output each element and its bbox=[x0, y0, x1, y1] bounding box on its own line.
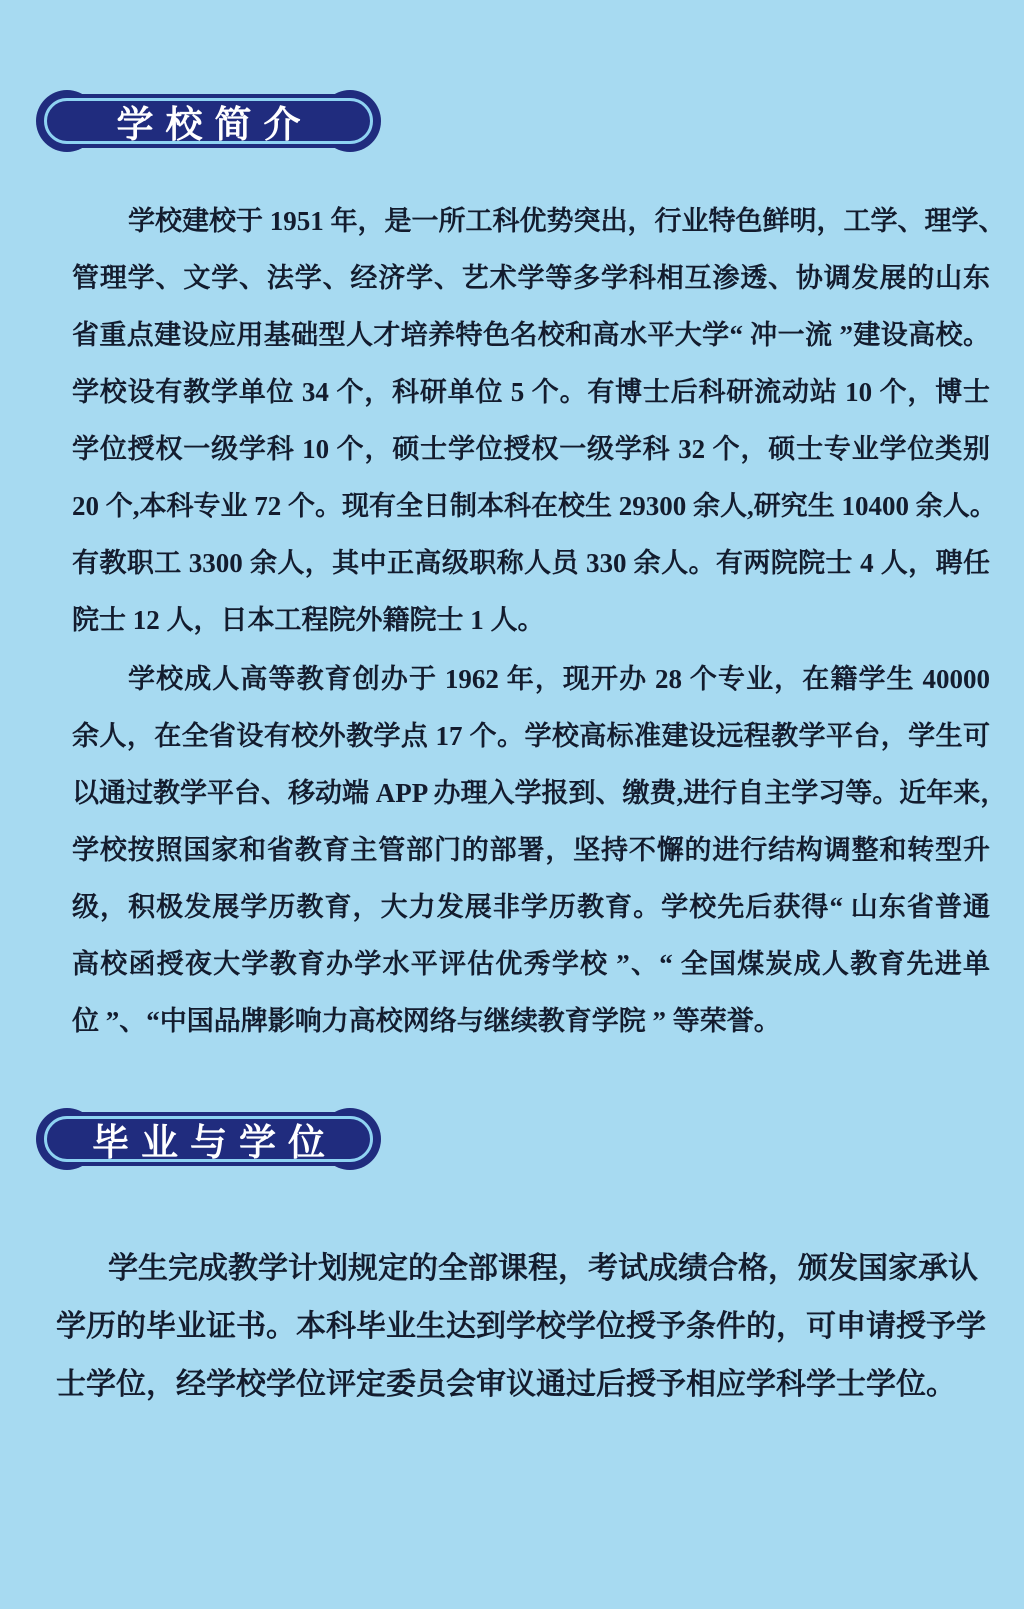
text-line: 级，积极发展学历教育，大力发展非学历教育。学校先后获得“ 山东省普通 bbox=[72, 892, 990, 922]
text-line: 学校成人高等教育创办于 1962 年，现开办 28 个专业，在籍学生 40000 bbox=[128, 664, 990, 694]
text-line: 管理学、文学、法学、经济学、艺术学等多学科相互渗透、协调发展的山东 bbox=[72, 263, 990, 293]
text-line: 学校按照国家和省教育主管部门的部署，坚持不懈的进行结构调整和转型升 bbox=[72, 835, 990, 865]
text-line: 高校函授夜大学教育办学水平评估优秀学校 ”、“ 全国煤炭成人教育先进单 bbox=[72, 949, 990, 979]
text-line: 位 ”、“中国品牌影响力高校网络与继续教育学院 ” 等荣誉。 bbox=[72, 1006, 781, 1036]
text-line: 士学位，经学校学位评定委员会审议通过后授予相应学科学士学位。 bbox=[56, 1368, 956, 1401]
text-line: 学校设有教学单位 34 个，科研单位 5 个。有博士后科研流动站 10 个，博士 bbox=[72, 377, 990, 407]
section-header-graduation-degree bbox=[36, 1108, 381, 1170]
section-header-school-intro bbox=[36, 90, 381, 152]
text-line: 有教职工 3300 余人，其中正高级职称人员 330 余人。有两院院士 4 人，聘任 bbox=[72, 548, 990, 578]
graduation-paragraph bbox=[56, 1240, 986, 1414]
text-line: 学生完成教学计划规定的全部课程，考试成绩合格，颁发国家承认 bbox=[108, 1252, 978, 1285]
text-line: 学校建校于 1951 年，是一所工科优势突出，行业特色鲜明，工学、理学、 bbox=[128, 206, 1006, 236]
text-line: 余人，在全省设有校外教学点 17 个。学校高标准建设远程教学平台，学生可 bbox=[72, 721, 990, 751]
text-line: 以通过教学平台、移动端 APP 办理入学报到、缴费,进行自主学习等。近年来， bbox=[72, 778, 1008, 808]
section-title-graduation-degree: 毕业与学位 bbox=[92, 1122, 337, 1163]
text-line: 学位授权一级学科 10 个，硕士学位授权一级学科 32 个，硕士专业学位类别 bbox=[72, 434, 990, 464]
text-line: 院士 12 人，日本工程院外籍院士 1 人。 bbox=[72, 605, 545, 635]
text-line: 20 个,本科专业 72 个。现有全日制本科在校生 29300 余人,研究生 10400 余人。 bbox=[72, 491, 997, 521]
school-intro-paragraph-2 bbox=[72, 651, 1008, 1050]
school-intro-paragraph-1 bbox=[72, 193, 1006, 649]
text-line: 学历的毕业证书。本科毕业生达到学校学位授予条件的，可申请授予学 bbox=[56, 1310, 986, 1343]
section-title-school-intro: 学校简介 bbox=[116, 104, 313, 145]
text-line: 省重点建设应用基础型人才培养特色名校和高水平大学“ 冲一流 ”建设高校。 bbox=[72, 320, 990, 350]
